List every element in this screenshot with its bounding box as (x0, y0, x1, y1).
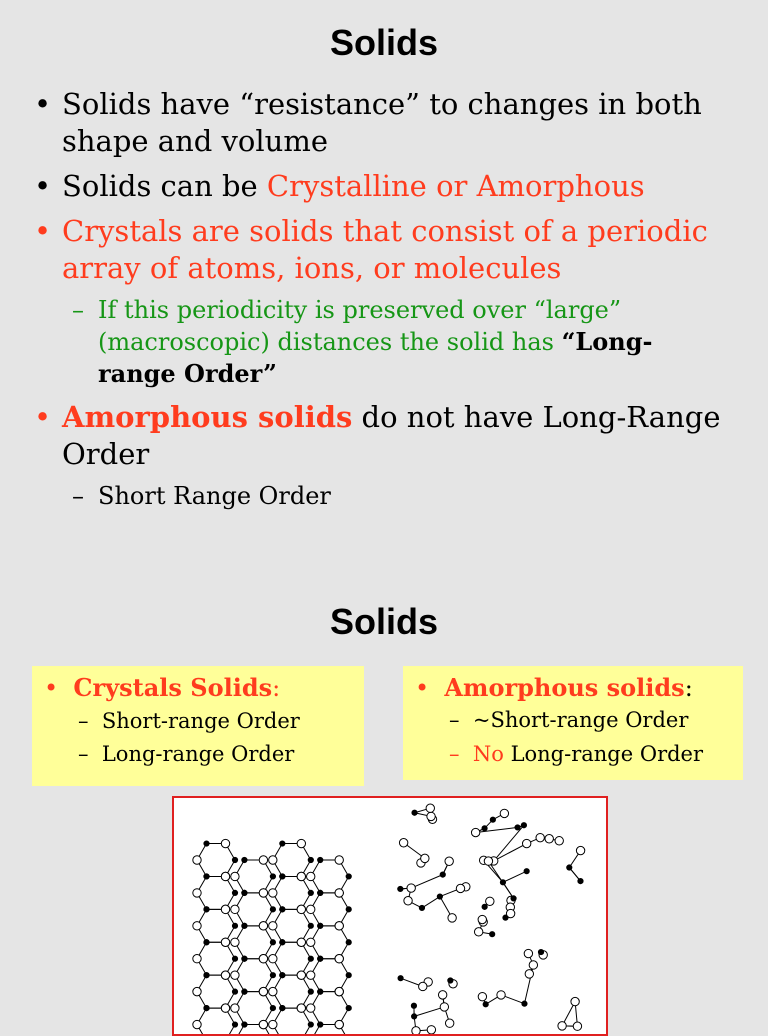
bullet-crystals-definition: • Crystals are solids that consist of a periodic array of atoms, ions, or molecules (34, 213, 744, 287)
bullet-crystalline-amorphous: • Solids can be Crystalline or Amorphous (34, 168, 744, 205)
slide-title: Solids (0, 601, 768, 643)
bullet-text: Crystals are solids that consist of a periodic array of atoms, ions, or molecules (34, 213, 744, 287)
bullet-text: Solids have “resistance” to changes in both shape and volume (34, 86, 744, 160)
list-item: – No Long-range Order (449, 739, 703, 769)
crystals-heading: • Crystals Solids: (44, 672, 280, 704)
list-item: – Short-range Order (78, 706, 300, 736)
bullet-text: Solids can be (62, 169, 267, 203)
bullet-shape-volume: • Solids have “resistance” to changes in both shape and volume (34, 86, 744, 160)
crystalline-lattice-diagram (193, 839, 352, 1034)
long-range-order-term: “Long-range Order” (98, 327, 652, 388)
structure-diagram-frame (172, 796, 608, 1036)
slide-title: Solids (0, 22, 768, 64)
bullet-text: do not have Long-Range Order (62, 400, 720, 471)
amorphous-term: Amorphous solids (62, 400, 352, 434)
crystals-box (32, 666, 364, 786)
sub-bullet-short-range: – Short Range Order (72, 480, 712, 512)
sub-bullet-periodicity: – If this periodicity is preserved over “large” (macroscopic) distances the solid has “Long-range Order” (72, 294, 712, 390)
sub-bullet-text: If this periodicity is preserved over “large” (macroscopic) distances the solid has (98, 296, 621, 356)
amorphous-network-diagram (398, 804, 585, 1034)
list-item: – Long-range Order (78, 739, 294, 769)
highlight-text: Crystalline or Amorphous (267, 169, 645, 203)
structure-diagram (174, 798, 606, 1034)
bullet-amorphous: • Amorphous solids do not have Long-Range Order (34, 399, 744, 473)
sub-bullet-text: Short Range Order (72, 480, 712, 512)
list-item: – ~Short-range Order (449, 705, 688, 735)
amorphous-box (403, 666, 743, 780)
amorphous-heading: • Amorphous solids: (415, 672, 693, 704)
